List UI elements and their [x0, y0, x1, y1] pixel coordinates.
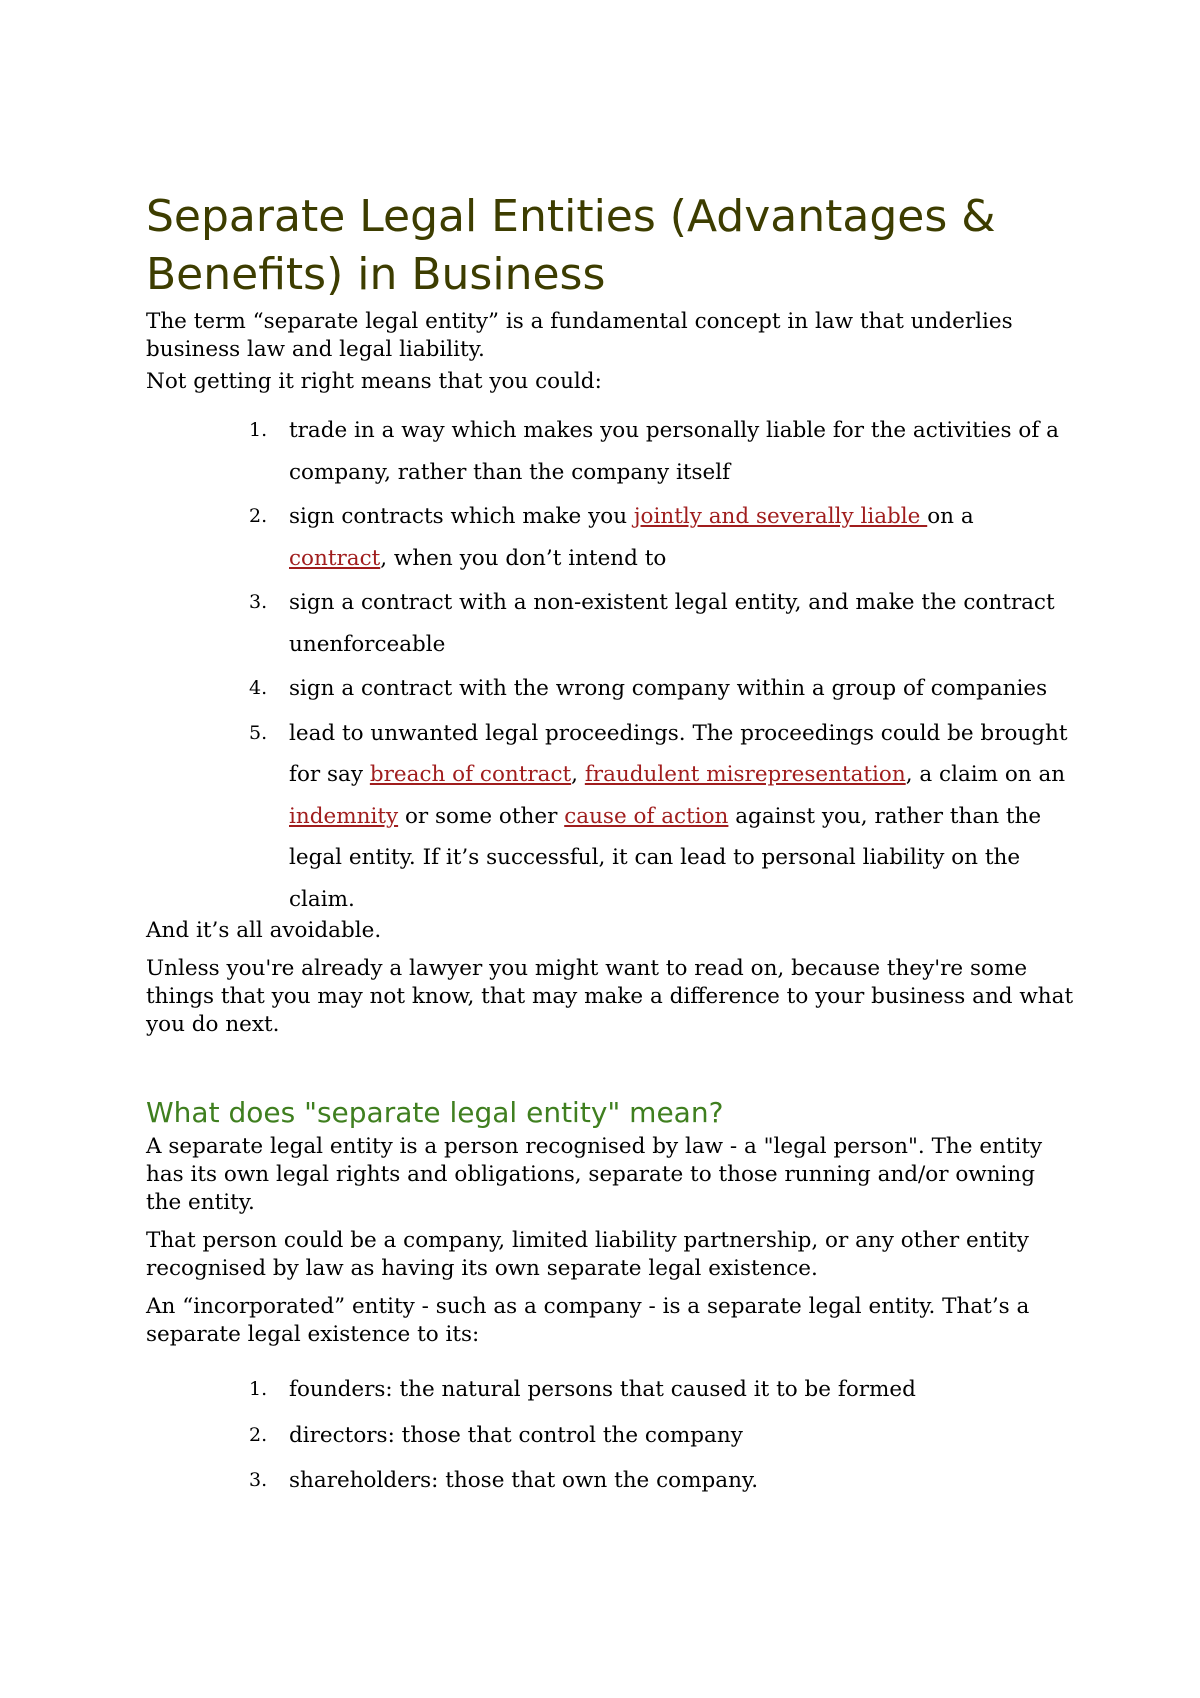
list-number: 2.	[249, 1423, 268, 1446]
list-item-text: or some other	[398, 803, 565, 829]
list-item-text: lead to unwanted legal proceedings. The proceedings could be brought for say	[289, 720, 1068, 787]
link-cause-of-action[interactable]: cause of action	[564, 803, 729, 829]
risks-list	[146, 410, 1076, 920]
list-number: 3.	[249, 591, 268, 613]
list-item-text: directors: those that control the company	[289, 1422, 743, 1448]
list-item	[249, 496, 1076, 579]
intro-paragraph: The term “separate legal entity” is a fundamental concept in law that underlies business law and legal liability.	[146, 309, 1013, 362]
list-item-text: , a claim on an	[905, 762, 1066, 787]
separate-from-list	[146, 1369, 1076, 1502]
list-item-text: on a	[927, 504, 974, 529]
list-item-text: founders: the natural persons that caused it to be formed	[289, 1377, 916, 1402]
list-item-text: sign a contract with the wrong company within a group of companies	[289, 676, 1048, 701]
avoidable-paragraph: And it’s all avoidable.	[146, 918, 382, 943]
examples-paragraph: That person could be a company, limited liability partnership, or any other entity recognised by law as having its own separate legal existence.	[146, 1228, 1029, 1281]
link-fraudulent-misrepresentation[interactable]: fraudulent misrepresentation	[584, 762, 906, 787]
list-number: 3.	[249, 1469, 268, 1491]
read-on-paragraph: Unless you're already a lawyer you might want to read on, because they're some things that you may not know, that may make a difference to your business and what you do next.	[146, 956, 1074, 1037]
list-item-text: against you, rather than the legal entity. If it’s successful, it can lead to personal liability on the claim.	[289, 803, 1042, 912]
list-number: 1.	[249, 419, 268, 441]
list-number: 2.	[249, 505, 268, 527]
list-item	[249, 1415, 1076, 1457]
page-title: Separate Legal Entities (Advantages & Benefits) in Business	[146, 191, 996, 300]
link-contract[interactable]: contract	[289, 545, 381, 571]
intro-lead-in: Not getting it right means that you could:	[146, 369, 602, 394]
list-item	[249, 1369, 1076, 1411]
list-item	[249, 713, 1076, 921]
incorporated-paragraph: An “incorporated” entity - such as a company - is a separate legal entity. That’s a separate legal existence to its:	[146, 1294, 1030, 1347]
list-item	[249, 668, 1076, 710]
list-item	[249, 1460, 1076, 1502]
list-item-text: sign contracts which make you	[289, 504, 634, 529]
link-jointly-severally-liable[interactable]: jointly and severally liable	[633, 504, 928, 529]
list-number: 4.	[249, 677, 268, 699]
section-heading: What does "separate legal entity" mean?	[146, 1096, 724, 1129]
list-item-text: sign a contract with a non-existent legal entity, and make the contract unenforceable	[289, 590, 1055, 657]
list-item-text: shareholders: those that own the company.	[289, 1468, 759, 1493]
document-page	[146, 188, 1076, 1506]
link-breach-of-contract[interactable]: breach of contract	[369, 762, 572, 787]
list-number: 1.	[249, 1378, 268, 1400]
list-item	[249, 410, 1076, 493]
list-item	[249, 582, 1076, 665]
list-item-text: ,	[571, 762, 585, 787]
list-item-text: trade in a way which makes you personally liable for the activities of a company, rather than the company itself	[289, 418, 1059, 485]
list-item-text: , when you don’t intend to	[380, 545, 667, 571]
definition-paragraph: A separate legal entity is a person recognised by law - a "legal person". The entity has its own legal rights and obligations, separate to those running and/or owning the entity.	[146, 1134, 1043, 1215]
list-number: 5.	[249, 721, 268, 744]
link-indemnity[interactable]: indemnity	[289, 803, 399, 829]
